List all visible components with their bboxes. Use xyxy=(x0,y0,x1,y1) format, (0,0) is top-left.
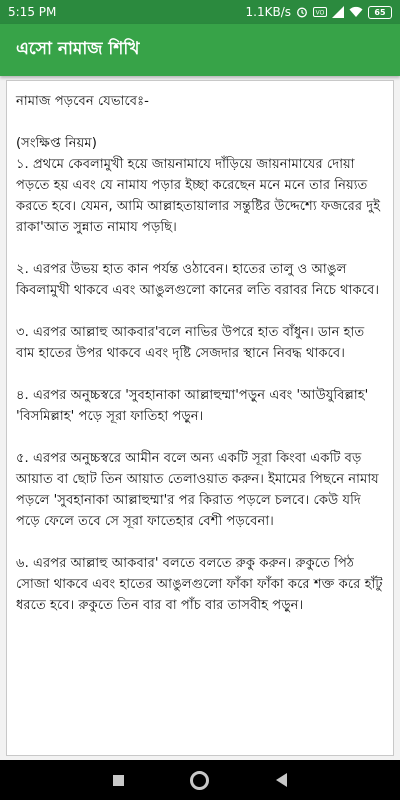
step-4: ৪. এরপর অনুচ্চস্বরে 'সুবহানাকা আল্লাহুম্মা'পড়ুন এবং 'আউযুবিল্লাহ' 'বিসমিল্লাহ' পড়ে সূরা ফাতিহা পড়ুন। xyxy=(16,388,369,424)
status-time: 5:15 PM xyxy=(8,5,57,19)
content-subheading: (সংক্ষিপ্ত নিয়ম) xyxy=(16,136,97,151)
status-icons xyxy=(246,5,392,19)
battery-icon: 65 xyxy=(368,6,392,19)
back-button[interactable] xyxy=(276,773,287,787)
step-3: ৩. এরপর আল্লাহু আকবার'বলে নাভির উপরে হাত বাঁধুন। ডান হাত বাম হাতের উপর থাকবে এবং দৃষ্টি সেজদার স্থানে নিবদ্ধ থাকবে। xyxy=(16,325,365,361)
network-speed: 1.1KB/s xyxy=(245,5,291,19)
recents-button[interactable] xyxy=(113,775,124,786)
content-scroll-area[interactable] xyxy=(6,80,394,756)
wifi-icon xyxy=(349,6,363,18)
app-bar xyxy=(0,24,400,76)
step-2: ২. এরপর উভয় হাত কান পর্যন্ত ওঠাবেন। হাতের তালু ও আঙুল কিবলামুখী থাকবে এবং আঙুলগুলো কানের লতি বরাবর নিচে থাকবে। xyxy=(16,262,380,298)
alarm-icon xyxy=(296,6,308,18)
signal-icon xyxy=(332,6,344,18)
home-button[interactable] xyxy=(190,771,209,790)
status-bar xyxy=(0,0,400,24)
content-heading: নামাজ পড়বেন যেভাবেঃ- xyxy=(16,94,149,109)
volte-icon xyxy=(313,7,327,17)
step-5: ৫. এরপর অনুচ্চস্বরে আমীন বলে অন্য একটি সূরা কিংবা একটি বড় আয়াত বা ছোট তিন আয়াত তেলাওয়াত করুন। ইমামের পিছনে নামায পড়লে 'সুবহানাকা আল্লাহুম্মা'র পর কিরাত পড়লে চলবে। কেউ যদি পড়ে ফেলে তবে সে সূরা ফাতেহার বেশী পড়বেনা। xyxy=(16,451,379,529)
step-6: ৬. এরপর আল্লাহু আকবার' বলতে বলতে রুকু করুন। রুকুতে পিঠ সোজা থাকবে এবং হাতের আঙুলগুলো ফাঁকা ফাঁকা করে শক্ত করে হাঁটু ধরতে হবে। রুকুতে তিন বার বা পাঁচ বার তাসবীহ পড়ুন। xyxy=(16,556,383,613)
app-title: এসো নামাজ শিখি xyxy=(16,39,140,59)
svg-text:VO: VO xyxy=(315,10,325,17)
navigation-bar xyxy=(0,760,400,800)
step-1: ১. প্রথমে কেবলামুখী হয়ে জায়নামাযে দাঁড়িয়ে জায়নামাযের দোয়া পড়তে হয় এবং যে নামায পড়ার ইচ্ছা করেছেন মনে মনে তার নিয়্যত করতে হবে। যেমন, আমি আল্লাহতায়ালার সন্তুষ্টির উদ্দেশ্যে ফজরের দুই রাকা'আত সুন্নাত নামায পড়ছি। xyxy=(16,157,381,235)
